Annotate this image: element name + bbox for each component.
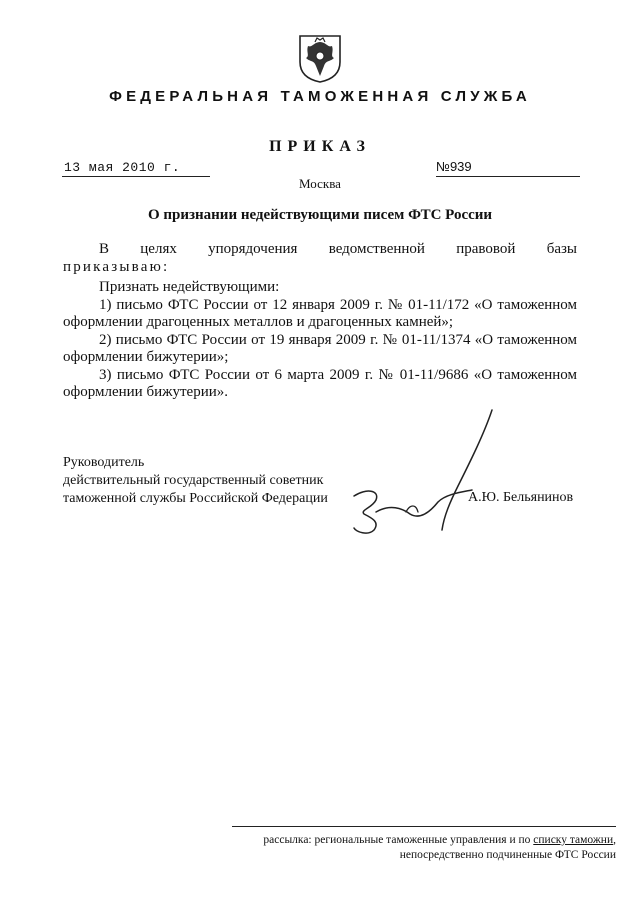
coat-of-arms-icon: [296, 32, 344, 84]
preamble-word: базы: [546, 241, 577, 257]
signer-line: действительный государственный советник: [63, 473, 324, 488]
distribution-line: непосредственно подчиненные ФТС России: [399, 849, 616, 861]
agency-name: ФЕДЕРАЛЬНАЯ ТАМОЖЕННАЯ СЛУЖБА: [109, 88, 531, 105]
body-lead: Признать недействующими:: [99, 279, 280, 295]
preamble-line: [63, 240, 577, 258]
order-date: 13 мая 2010 г.: [64, 160, 181, 175]
order-word: приказываю:: [63, 259, 170, 275]
city: Москва: [299, 176, 341, 191]
distribution-line: [232, 833, 616, 848]
distribution-note: [232, 833, 616, 863]
list-item: 3) письмо ФТС России от 6 марта 2009 г. № 01-11/9686 «О таможенном оформлении бижутерии».: [63, 366, 577, 400]
list-item: 1) письмо ФТС России от 12 января 2009 г. № 01-11/172 «О таможенном оформлении драгоценных металлов и драгоценных камней»;: [63, 296, 577, 330]
document-type: ПРИКАЗ: [269, 138, 371, 155]
preamble-word: правовой: [456, 241, 516, 257]
distribution-text: рассылка: региональные таможенные управления и по: [263, 834, 534, 846]
distribution-link[interactable]: списку таможни: [533, 834, 614, 846]
distribution-text: ,: [613, 834, 616, 846]
order-number: №939: [436, 159, 472, 174]
preamble-word: целях: [140, 241, 177, 257]
document-title: О признании недействующими писем ФТС России: [147, 207, 493, 223]
preamble-word: В: [99, 241, 110, 257]
signature-icon: [346, 404, 506, 536]
order-body: [63, 279, 577, 402]
preamble-word: ведомственной: [328, 241, 425, 257]
signer-line: Руководитель: [63, 455, 145, 470]
preamble: [63, 240, 577, 276]
list-item: 2) письмо ФТС России от 19 января 2009 г. № 01-11/1374 «О таможенном оформлении бижутерии»;: [63, 331, 577, 365]
signer-line: таможенной службы Российской Федерации: [63, 491, 328, 506]
preamble-word: упорядочения: [208, 241, 298, 257]
signer-position: [63, 454, 328, 508]
footer-divider: [232, 826, 616, 827]
signer-name: А.Ю. Бельянинов: [468, 490, 574, 505]
